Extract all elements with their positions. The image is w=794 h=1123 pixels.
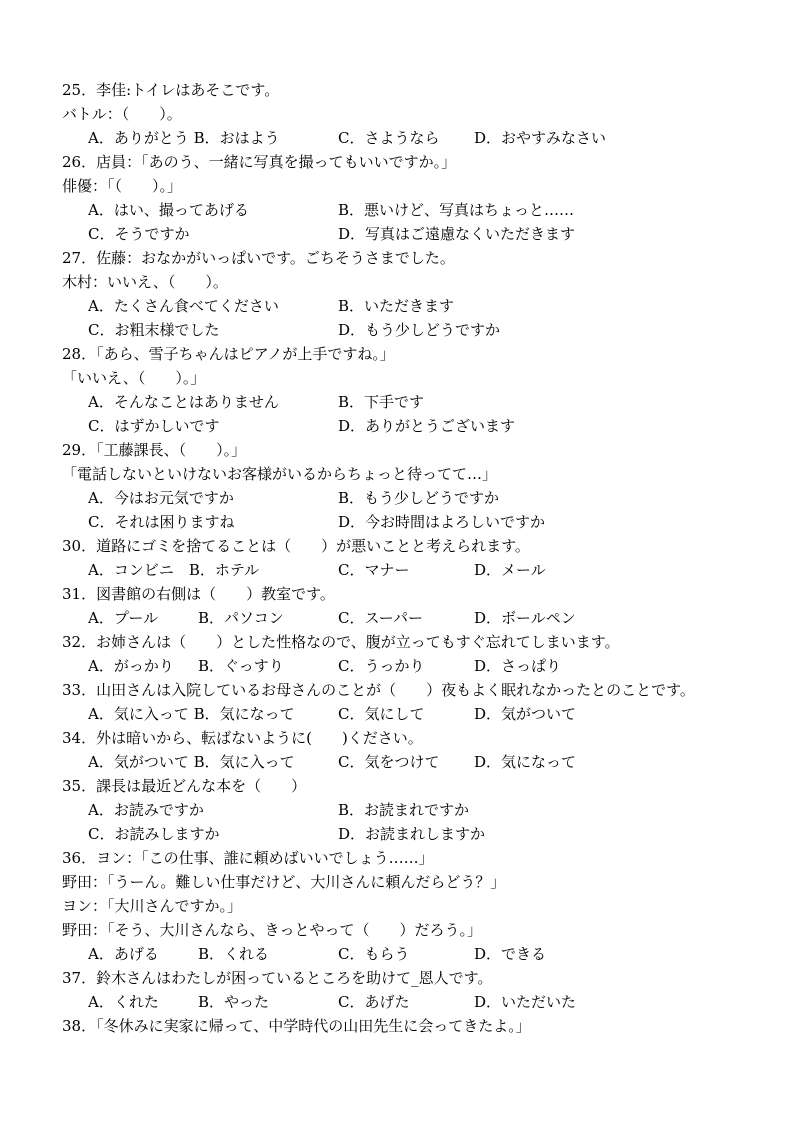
q32-option-c[interactable]: C．うっかり bbox=[338, 657, 425, 675]
q28-option-c[interactable]: C．はずかしいです bbox=[88, 417, 220, 435]
q29-option-a[interactable]: A．今はお元気ですか bbox=[88, 489, 234, 507]
q36-option-a[interactable]: A．あげる bbox=[88, 945, 159, 963]
q25-stem: 25．李佳:トイレはあそこです。 bbox=[62, 81, 280, 99]
q37-option-c[interactable]: C．あげた bbox=[338, 993, 410, 1011]
q28-stem: 28．「あら、雪子ちゃんはピアノが上手ですね。」 bbox=[62, 345, 395, 363]
q31-stem: 31．図書館の右側は（ ）教室です。 bbox=[62, 585, 335, 603]
q27-reply: 木村：いいえ、（ ）。 bbox=[62, 273, 228, 291]
q36-option-b[interactable]: B．くれる bbox=[198, 945, 270, 963]
q34-option-c[interactable]: C．気をつけて bbox=[338, 753, 440, 771]
q26-option-c[interactable]: C．そうですか bbox=[88, 225, 190, 243]
q36-option-d[interactable]: D．できる bbox=[474, 945, 547, 963]
q32-option-b[interactable]: B．ぐっすり bbox=[198, 657, 284, 675]
q34-option-ab[interactable]: A．気がついて B．気に入って bbox=[88, 753, 295, 771]
q26-option-d[interactable]: D．写真はご遠慮なくいただきます bbox=[338, 225, 576, 243]
q30-option-c[interactable]: C．マナー bbox=[338, 561, 410, 579]
q36-line1: 36．ヨン：「この仕事、誰に頼めばいいでしょう……」 bbox=[62, 849, 434, 867]
q27-stem: 27．佐藤：おなかがいっぱいです。ごちそうさまでした。 bbox=[62, 249, 455, 267]
q32-stem: 32．お姉さんは（ ）とした性格なので、腹が立ってもすぐ忘れてしまいます。 bbox=[62, 633, 620, 651]
q33-stem: 33．山田さんは入院しているお母さんのことが（ ）夜もよく眠れなかったとのことです。 bbox=[62, 681, 695, 699]
q36-line3: ヨン：「大川さんですか。」 bbox=[62, 897, 243, 915]
q33-option-c[interactable]: C．気にして bbox=[338, 705, 425, 723]
q30-option-d[interactable]: D．メール bbox=[474, 561, 546, 579]
q28-option-d[interactable]: D．ありがとうございます bbox=[338, 417, 516, 435]
q36-option-c[interactable]: C．もらう bbox=[338, 945, 410, 963]
q27-option-a[interactable]: A．たくさん食べてください bbox=[88, 297, 279, 315]
q34-stem: 34．外は暗いから、転ばないように( )ください。 bbox=[62, 729, 423, 747]
q32-option-d[interactable]: D．さっぱり bbox=[474, 657, 562, 675]
q29-option-c[interactable]: C．それは困りますね bbox=[88, 513, 235, 531]
q25-option-ab[interactable]: A．ありがとう B．おはよう bbox=[88, 129, 280, 147]
q26-option-a[interactable]: A．はい、撮ってあげる bbox=[88, 201, 249, 219]
q29-stem: 29．「工藤課長、（ ）。」 bbox=[62, 441, 247, 459]
q29-option-b[interactable]: B．もう少しどうですか bbox=[338, 489, 500, 507]
q28-option-b[interactable]: B．下手です bbox=[338, 393, 425, 411]
q35-option-a[interactable]: A．お読みですか bbox=[88, 801, 204, 819]
q37-option-b[interactable]: B．やった bbox=[198, 993, 270, 1011]
q34-option-d[interactable]: D．気になって bbox=[474, 753, 577, 771]
q25-option-d[interactable]: D．おやすみなさい bbox=[474, 129, 607, 147]
q26-stem: 26．店員：「あのう、一緒に写真を撮ってもいいですか。」 bbox=[62, 153, 457, 171]
q32-option-a[interactable]: A．がっかり bbox=[88, 657, 174, 675]
q27-option-d[interactable]: D．もう少しどうですか bbox=[338, 321, 501, 339]
q37-option-d[interactable]: D．いただいた bbox=[474, 993, 577, 1011]
q31-option-c[interactable]: C．スーパー bbox=[338, 609, 423, 627]
q35-option-c[interactable]: C．お読みしますか bbox=[88, 825, 220, 843]
q33-option-d[interactable]: D．気がついて bbox=[474, 705, 577, 723]
q27-option-c[interactable]: C．お粗末様でした bbox=[88, 321, 220, 339]
q30-stem: 30．道路にゴミを捨てることは（ ）が悪いことと考えられます。 bbox=[62, 537, 530, 555]
q26-reply: 俳優：「（ ）。」 bbox=[62, 177, 183, 195]
q37-option-a[interactable]: A．くれた bbox=[88, 993, 159, 1011]
q28-reply: 「いいえ、（ ）。」 bbox=[62, 369, 206, 387]
q31-option-a[interactable]: A．プール bbox=[88, 609, 159, 627]
q29-reply: 「電話しないといけないお客様がいるからちょっと待ってて…」 bbox=[62, 465, 498, 483]
q28-option-a[interactable]: A．そんなことはありません bbox=[88, 393, 279, 411]
q33-option-ab[interactable]: A．気に入って B．気になって bbox=[88, 705, 295, 723]
q35-option-b[interactable]: B．お読まれですか bbox=[338, 801, 470, 819]
q37-stem: 37．鈴木さんはわたしが困っているところを助けて_恩人です。 bbox=[62, 969, 493, 987]
q25-option-c[interactable]: C．さようなら bbox=[338, 129, 440, 147]
q31-option-b[interactable]: B．パソコン bbox=[198, 609, 284, 627]
q31-option-d[interactable]: D．ボールペン bbox=[474, 609, 576, 627]
q36-line2: 野田：「うーん。難しい仕事だけど、大川さんに頼んだらどう？」 bbox=[62, 873, 506, 891]
q29-option-d[interactable]: D．今お時間はよろしいですか bbox=[338, 513, 546, 531]
q38-stem: 38．「冬休みに実家に帰って、中学時代の山田先生に会ってきたよ。」 bbox=[62, 1017, 531, 1035]
q26-option-b[interactable]: B．悪いけど、写真はちょっと…… bbox=[338, 201, 575, 219]
q25-reply: バトル：（ ）。 bbox=[62, 105, 182, 123]
q35-stem: 35．課長は最近どんな本を（ ） bbox=[62, 777, 307, 795]
q27-option-b[interactable]: B．いただきます bbox=[338, 297, 455, 315]
q35-option-d[interactable]: D．お読まれしますか bbox=[338, 825, 486, 843]
q36-line4: 野田：「そう、大川さんなら、きっとやって（ ）だろう。」 bbox=[62, 921, 483, 939]
q30-option-ab[interactable]: A．コンビニ B．ホテル bbox=[88, 561, 260, 579]
